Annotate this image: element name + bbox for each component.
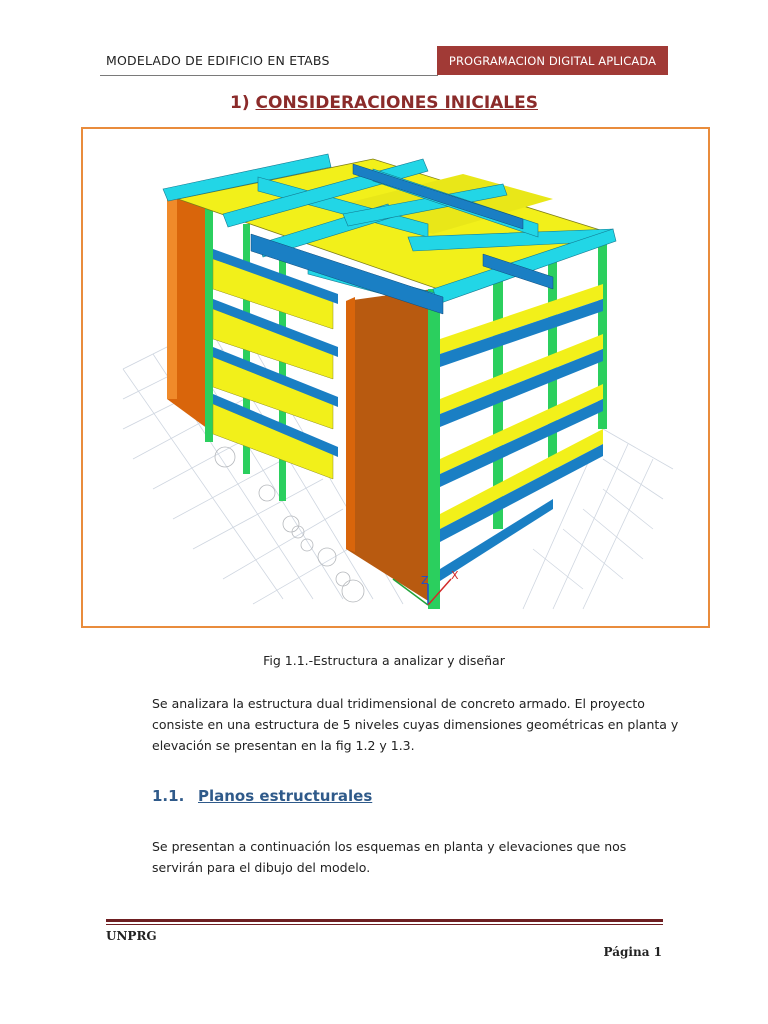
- section-number: 1): [229, 93, 250, 113]
- subsection-heading: [152, 787, 372, 805]
- plans-paragraph: [152, 836, 672, 878]
- intro-line-1: Se analizara la estructura dual tridimensional de concreto armado. El proyecto: [152, 696, 645, 711]
- column-right-front: [428, 289, 440, 609]
- axis-z-label: Z: [421, 574, 429, 587]
- building-3d-model: [83, 129, 708, 626]
- axis-x-label: X: [451, 569, 459, 582]
- subsection-number: 1.1.: [152, 787, 185, 805]
- figure-caption: Fig 1.1.-Estructura a analizar y diseñar: [263, 653, 505, 668]
- header-document-title: MODELADO DE EDIFICIO EN ETABS: [106, 53, 330, 68]
- footer-institution: UNPRG: [106, 929, 157, 943]
- column-left-front: [205, 207, 213, 442]
- footer-rule-thick: [106, 919, 663, 922]
- grid-bubbles: [215, 447, 364, 602]
- intro-line-3: elevación se presentan en la fig 1.2 y 1.3.: [152, 738, 415, 753]
- section-title: [0, 93, 768, 113]
- header-course-badge: PROGRAMACION DIGITAL APLICADA: [437, 46, 668, 75]
- plans-line-2: servirán para el dibujo del modelo.: [152, 860, 371, 875]
- plans-line-1: Se presentan a continuación los esquemas en planta y elevaciones que nos: [152, 839, 627, 854]
- footer-rule-thin: [106, 924, 663, 925]
- intro-paragraph: [152, 693, 679, 756]
- subsection-title: Planos estructurales: [198, 787, 373, 805]
- page-number: Página 1: [603, 945, 662, 959]
- section-title-text: CONSIDERACIONES INICIALES: [255, 93, 538, 113]
- intro-line-2: consiste en una estructura de 5 niveles cuyas dimensiones geométricas en planta y: [152, 717, 679, 732]
- figure-frame: [81, 127, 710, 628]
- central-shear-wall: [346, 289, 433, 604]
- header-rule: [100, 75, 438, 76]
